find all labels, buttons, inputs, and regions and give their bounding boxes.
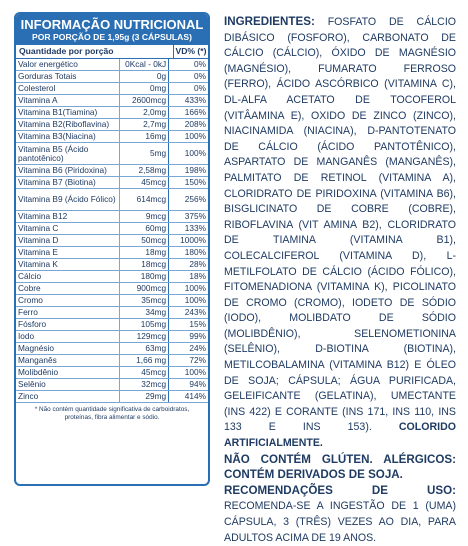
nutrient-quantity: 0Kcal - 0kJ: [119, 59, 169, 71]
nutrient-vd: 375%: [169, 211, 208, 223]
nutrient-quantity: 9mcg: [119, 211, 169, 223]
column-header-name: Quantidade por porção: [19, 46, 114, 56]
nutrient-quantity: 180mg: [119, 271, 169, 283]
nutrient-vd: 256%: [169, 189, 208, 211]
nutrient-name: Vitamina B3(Niacina): [16, 131, 119, 143]
table-row: [16, 107, 208, 119]
table-row: [16, 235, 208, 247]
ingredients-text: FOSFATO DE CÁLCIO DIBÁSICO (FOSFORO), CARBONATO DE CÁLCIO (CÁLCIO), ÓXIDO DE MAGNÉSIO (MAGNÉSIO), FUMARATO FERROSO (FERRO), ÁCIDO ASCÓRBICO (VITAMINA C), DL-ALFA ACETATO DE TOCOFEROL (VITÂAMINA E), OXIDO DE ZINCO (ZINCO), NIACINAMIDA (NIACINA), D-PANTOTENATO DE CÁLCIO (ÁCIDO PANTOTÊNICO), ASPARTATO DE MANGANÊS (MANGANÊS), PALMITATO DE RETINOL (VITAMINA A), CLORIDRATO DE PIRIDOXINA (VITAMINA B6), BISGLICINATO DE COBRE (COBRE), RIBOFLAVINA (VIT AMINA B2), CLORIDRATO DE TIAMINA (VITAMINA B1), COLECALCIFEROL (VITAMINA D), L-METILFOLATO DE CÁLCIO (ÁCIDO FÓLICO), FITOMENADIONA (VITAMINA K), PICOLINATO DE CROMO (CROMO), IODETO DE SÓDIO (IODO), MOLIBDATO DE SÓDIO (MOLIBDÊNIO), SELENOMETIONINA (SELÊNIO), D-BIOTINA (BIOTINA), METILCOBALAMINA (VITAMINA B12) E ÓLEO DE SOJA; CÁPSULA; ÁGUA PURIFICADA, GELEIFICANTE (GELATINA), UMECTANTE (INS 422) E CORANTE (INS 171, INS 110, INS 133 E INS 153).: [224, 16, 456, 434]
nutrient-quantity: 900mcg: [119, 283, 169, 295]
table-row: [16, 391, 208, 403]
nutrient-name: Iodo: [16, 331, 119, 343]
nutrient-name: Manganês: [16, 355, 119, 367]
nutrient-name: Vitamina A: [16, 95, 119, 107]
nutrient-quantity: 18mcg: [119, 259, 169, 271]
nutrient-vd: 100%: [169, 295, 208, 307]
table-row: [16, 95, 208, 107]
nutrient-name: Vitamina C: [16, 223, 119, 235]
nutrition-facts-table: [14, 12, 210, 486]
table-row: [16, 319, 208, 331]
nutrient-name: Vitamina B12: [16, 211, 119, 223]
nutrient-quantity: 2600mcg: [119, 95, 169, 107]
nutrient-quantity: 32mcg: [119, 379, 169, 391]
nutrient-vd: 72%: [169, 355, 208, 367]
nutrient-vd: 100%: [169, 143, 208, 165]
nutrient-vd: 0%: [169, 83, 208, 95]
nutrient-quantity: 1,66 mg: [119, 355, 169, 367]
column-header-row: [16, 45, 208, 59]
nutrient-name: Selênio: [16, 379, 119, 391]
nutrient-name: Cobre: [16, 283, 119, 295]
nutrient-quantity: 2,7mg: [119, 119, 169, 131]
nutrient-vd: 94%: [169, 379, 208, 391]
nutrient-name: Vitamina B2(Riboflavina): [16, 119, 119, 131]
nutrient-vd: 166%: [169, 107, 208, 119]
nutrient-name: Cálcio: [16, 271, 119, 283]
nutrient-vd: 100%: [169, 283, 208, 295]
nutrient-vd: 0%: [169, 59, 208, 71]
nutrient-vd: 15%: [169, 319, 208, 331]
nutrient-name: Gorduras Totais: [16, 71, 119, 83]
ingredients-label: INGREDIENTES:: [224, 15, 315, 28]
nutrient-quantity: 18mg: [119, 247, 169, 259]
nutrient-vd: 99%: [169, 331, 208, 343]
table-row: [16, 247, 208, 259]
table-row: [16, 83, 208, 95]
nutrition-header: [16, 14, 208, 45]
nutrient-vd: 150%: [169, 177, 208, 189]
table-row: [16, 259, 208, 271]
nutrient-quantity: 5mg: [119, 143, 169, 165]
nutrient-vd: 180%: [169, 247, 208, 259]
nutrient-name: Vitamina B5 (Ácido pantotênico): [16, 143, 119, 165]
table-row: [16, 367, 208, 379]
nutrient-vd: 433%: [169, 95, 208, 107]
nutrient-rows: [16, 59, 208, 403]
table-row: [16, 307, 208, 319]
nutrient-quantity: 2,58mg: [119, 165, 169, 177]
nutrient-vd: 18%: [169, 271, 208, 283]
table-row: [16, 59, 208, 71]
table-row: [16, 283, 208, 295]
recommendations-text: RECOMENDA-SE A INGESTÃO DE 1 (UMA) CÁPSULA, 3 (TRÊS) VEZES AO DIA, PARA ADULTOS ACIMA DE 19 ANOS.: [224, 500, 456, 544]
nutrient-name: Vitamina B7 (Biotina): [16, 177, 119, 189]
recommendations-label: RECOMENDAÇÕES DE USO:: [224, 483, 456, 497]
nutrient-name: Vitamina K: [16, 259, 119, 271]
table-row: [16, 355, 208, 367]
gluten-allergen-text: NÃO CONTÉM GLÚTEN. ALÉRGICOS: CONTÉM DERIVADOS DE SOJA.: [224, 452, 456, 482]
table-row: [16, 331, 208, 343]
table-row: [16, 131, 208, 143]
nutrient-quantity: 45mcg: [119, 177, 169, 189]
nutrient-vd: 243%: [169, 307, 208, 319]
nutrient-vd: 1000%: [169, 235, 208, 247]
table-row: [16, 189, 208, 211]
nutrient-name: Vitamina B6 (Piridoxina): [16, 165, 119, 177]
nutrient-quantity: 63mg: [119, 343, 169, 355]
nutrient-name: Vitamina E: [16, 247, 119, 259]
table-row: [16, 71, 208, 83]
nutrition-subtitle: POR PORÇÃO DE 1,95g (3 CÁPSULAS): [32, 32, 192, 42]
ingredients-paragraph: [224, 14, 456, 452]
table-row: [16, 343, 208, 355]
nutrient-quantity: 29mg: [119, 391, 169, 403]
nutrient-quantity: 45mcg: [119, 367, 169, 379]
nutrient-name: Zinco: [16, 391, 119, 403]
recommendations-paragraph: [224, 483, 456, 546]
nutrient-name: Ferro: [16, 307, 119, 319]
nutrient-name: Vitamina B9 (Ácido Fólico): [16, 189, 119, 211]
nutrient-name: Magnésio: [16, 343, 119, 355]
nutrient-name: Colesterol: [16, 83, 119, 95]
nutrient-vd: 208%: [169, 119, 208, 131]
table-row: [16, 143, 208, 165]
nutrient-name: Cromo: [16, 295, 119, 307]
nutrient-name: Molibdênio: [16, 367, 119, 379]
table-row: [16, 211, 208, 223]
nutrient-quantity: 34mg: [119, 307, 169, 319]
nutrient-quantity: 105mg: [119, 319, 169, 331]
column-header-vd: VD% (*): [173, 45, 208, 58]
nutrient-name: Vitamina D: [16, 235, 119, 247]
nutrient-quantity: 0mg: [119, 83, 169, 95]
nutrient-vd: 24%: [169, 343, 208, 355]
nutrient-vd: 414%: [169, 391, 208, 403]
nutrient-vd: 133%: [169, 223, 208, 235]
nutrient-quantity: 35mcg: [119, 295, 169, 307]
nutrient-name: Valor energético: [16, 59, 119, 71]
nutrient-quantity: 0g: [119, 71, 169, 83]
nutrition-title: INFORMAÇÃO NUTRICIONAL: [20, 17, 204, 32]
nutrient-name: Vitamina B1(Tiamina): [16, 107, 119, 119]
table-row: [16, 165, 208, 177]
nutrient-vd: 100%: [169, 367, 208, 379]
table-row: [16, 379, 208, 391]
ingredients-block: [224, 14, 456, 546]
nutrient-vd: 28%: [169, 259, 208, 271]
nutrient-vd: 0%: [169, 71, 208, 83]
table-row: [16, 177, 208, 189]
nutrient-quantity: 50mcg: [119, 235, 169, 247]
nutrient-quantity: 2,0mg: [119, 107, 169, 119]
table-footnote: * Não contém quantidade significativa de carboidratos, proteínas, fibra alimentar e sódio.: [34, 406, 190, 421]
colorido-text: COLORIDO ARTIFICIALMENTE.: [224, 421, 456, 450]
nutrient-quantity: 129mcg: [119, 331, 169, 343]
table-row: [16, 295, 208, 307]
nutrient-name: Fósforo: [16, 319, 119, 331]
nutrient-vd: 198%: [169, 165, 208, 177]
nutrient-quantity: 60mg: [119, 223, 169, 235]
nutrient-quantity: 614mcg: [119, 189, 169, 211]
nutrient-quantity: 16mg: [119, 131, 169, 143]
table-row: [16, 271, 208, 283]
nutrient-vd: 100%: [169, 131, 208, 143]
table-row: [16, 119, 208, 131]
table-row: [16, 223, 208, 235]
